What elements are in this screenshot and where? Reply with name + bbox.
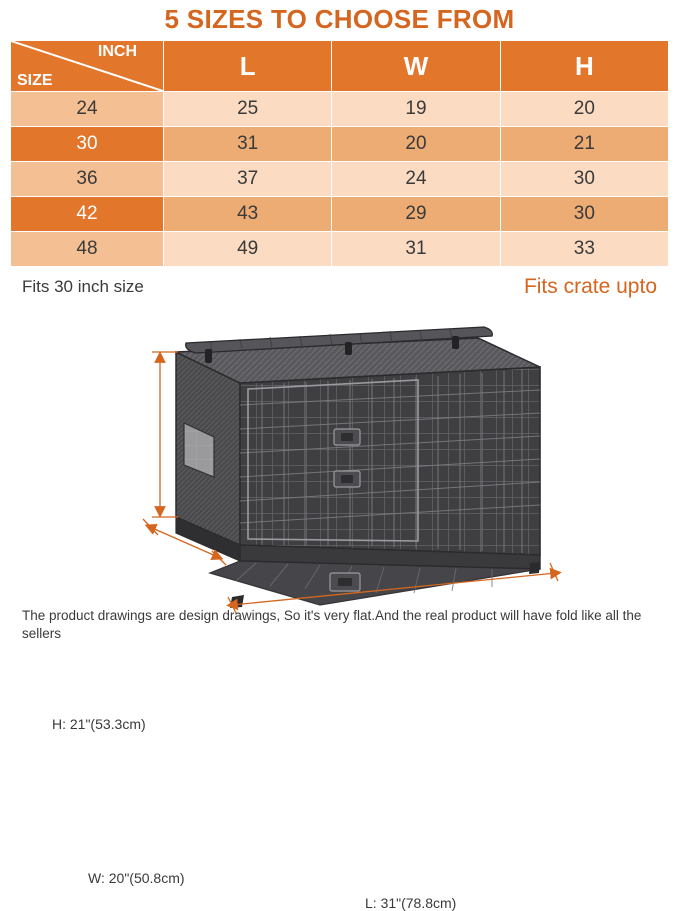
crate-left-panel <box>176 352 240 545</box>
crate-drawing-svg <box>0 305 679 635</box>
table-header-row <box>11 41 669 92</box>
fits-crate-caption: Fits crate upto <box>523 275 657 298</box>
table-corner-cell <box>11 41 164 92</box>
row-w: 19 <box>332 92 500 127</box>
height-dimension-label: H: 21"(53.3cm) <box>52 716 146 732</box>
row-w: 24 <box>332 162 500 197</box>
table-header-l: L <box>164 41 332 92</box>
row-h: 21 <box>500 127 668 162</box>
crate-front-panel <box>240 367 540 555</box>
fits-size-caption: Fits 30 inch size <box>22 277 144 296</box>
length-dimension-label: L: 31"(78.8cm) <box>365 895 457 911</box>
corner-inch-label: INCH <box>97 43 137 60</box>
captions-row <box>0 277 679 305</box>
table-header-h: H <box>500 41 668 92</box>
row-l: 37 <box>164 162 332 197</box>
row-h: 30 <box>500 162 668 197</box>
page-title: 5 SIZES TO CHOOSE FROM <box>164 4 515 34</box>
row-size: 36 <box>11 162 164 197</box>
row-size: 48 <box>11 232 164 267</box>
corner-size-label: SIZE <box>17 72 53 89</box>
row-size: 24 <box>11 92 164 127</box>
row-l: 49 <box>164 232 332 267</box>
size-table <box>10 40 669 267</box>
table-row <box>11 162 669 197</box>
table-row <box>11 232 669 267</box>
row-w: 31 <box>332 232 500 267</box>
table-row <box>11 197 669 232</box>
table-row <box>11 127 669 162</box>
footnote-text: The product drawings are design drawings, So it's very flat.And the real product will have fold like all the sellers <box>22 608 642 641</box>
row-size: 42 <box>11 197 164 232</box>
row-h: 33 <box>500 232 668 267</box>
row-w: 29 <box>332 197 500 232</box>
width-dimension-label: W: 20"(50.8cm) <box>88 870 185 886</box>
row-size: 30 <box>11 127 164 162</box>
row-h: 20 <box>500 92 668 127</box>
table-header-w: W <box>332 41 500 92</box>
crate-illustration <box>0 305 679 911</box>
row-h: 30 <box>500 197 668 232</box>
row-l: 25 <box>164 92 332 127</box>
row-w: 20 <box>332 127 500 162</box>
table-row <box>11 92 669 127</box>
row-l: 43 <box>164 197 332 232</box>
row-l: 31 <box>164 127 332 162</box>
